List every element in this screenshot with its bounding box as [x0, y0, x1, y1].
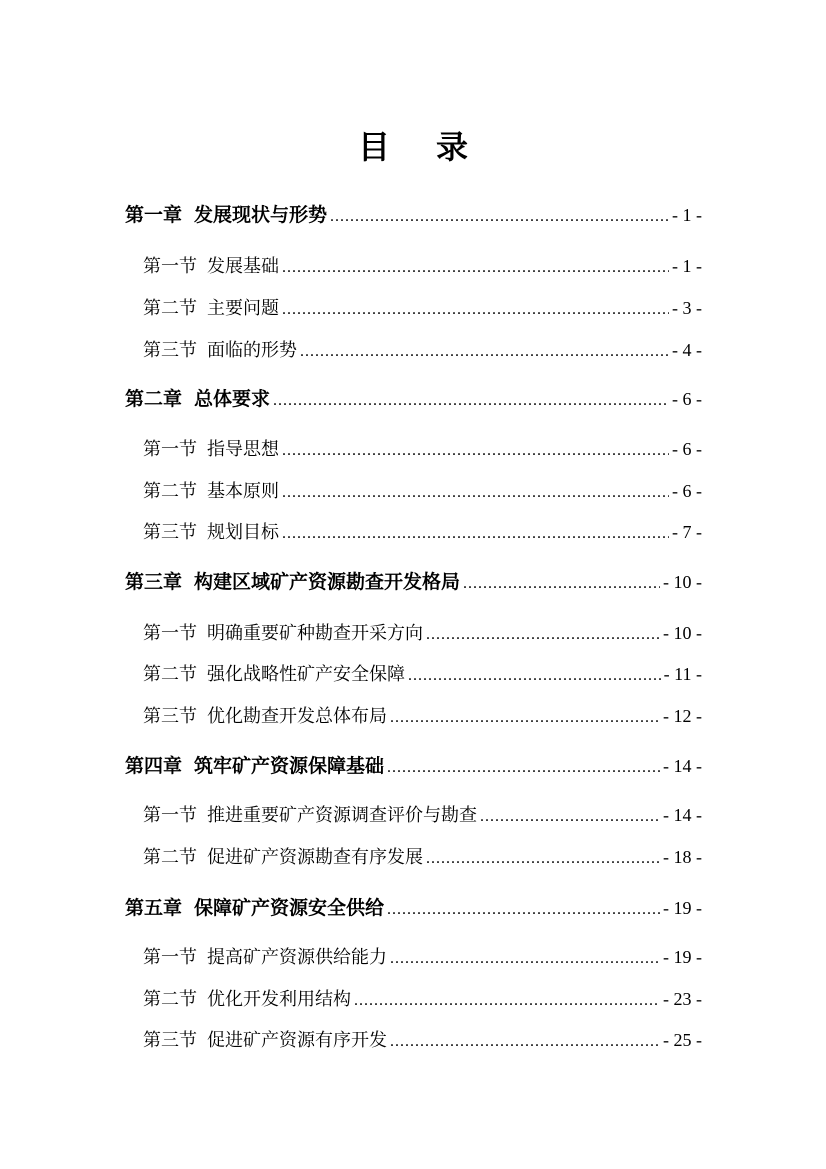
- toc-title: 明确重要矿种勘查开采方向: [207, 623, 423, 644]
- toc-title: 面临的形势: [207, 340, 297, 361]
- toc-title: 推进重要矿产资源调查评价与勘查: [207, 805, 477, 826]
- toc-label: 第一节: [143, 805, 197, 826]
- toc-label: 第一节: [143, 256, 197, 277]
- toc-section[interactable]: [143, 477, 702, 503]
- toc-label: 第三章: [125, 571, 183, 593]
- toc-chapter[interactable]: [125, 384, 702, 411]
- toc-section[interactable]: [143, 843, 702, 869]
- toc-label: 第五章: [125, 897, 183, 919]
- toc-page-number: - 1 -: [672, 205, 702, 225]
- toc-chapter[interactable]: [125, 751, 702, 778]
- toc-title: 优化勘查开发总体布局: [207, 706, 387, 727]
- toc-section[interactable]: [143, 660, 702, 686]
- toc-section[interactable]: [143, 336, 702, 362]
- toc-label: 第三节: [143, 706, 197, 727]
- toc-leader: [463, 575, 660, 593]
- toc-leader: [390, 1033, 660, 1051]
- toc-section[interactable]: [143, 1026, 702, 1052]
- toc-page-number: - 7 -: [672, 522, 702, 542]
- toc-section[interactable]: [143, 294, 702, 320]
- toc-page-number: - 14 -: [663, 756, 702, 776]
- toc-label: 第三节: [143, 522, 197, 543]
- toc-label: 第四章: [125, 755, 183, 777]
- toc-leader: [282, 301, 669, 319]
- toc-label: 第二节: [143, 298, 197, 319]
- toc-leader: [390, 950, 660, 968]
- toc-title: 主要问题: [207, 298, 279, 319]
- title-char-1: 目: [357, 128, 390, 166]
- toc-page-number: - 10 -: [663, 623, 702, 643]
- toc-page-number: - 11 -: [663, 664, 702, 684]
- toc-label: 第一章: [125, 204, 183, 226]
- toc-title: 发展基础: [207, 256, 279, 277]
- toc-label: 第三节: [143, 340, 197, 361]
- toc-section[interactable]: [143, 619, 702, 645]
- toc-label: 第一节: [143, 623, 197, 644]
- page-title: [0, 122, 826, 168]
- toc-title: 提高矿产资源供给能力: [207, 947, 387, 968]
- toc-page-number: - 3 -: [672, 298, 702, 318]
- toc-section[interactable]: [143, 985, 702, 1011]
- toc-leader: [387, 901, 660, 919]
- toc-leader: [282, 484, 669, 502]
- title-char-2: 录: [436, 128, 469, 166]
- toc-leader: [282, 259, 669, 277]
- toc-section[interactable]: [143, 252, 702, 278]
- toc-page-number: - 12 -: [663, 706, 702, 726]
- toc-leader: [273, 392, 669, 410]
- toc-page-number: - 23 -: [663, 989, 702, 1009]
- toc-page-number: - 14 -: [663, 805, 702, 825]
- toc-leader: [354, 992, 660, 1010]
- toc-page-number: - 4 -: [672, 340, 702, 360]
- toc-title: 基本原则: [207, 481, 279, 502]
- toc-page-number: - 10 -: [663, 572, 702, 592]
- toc-chapter[interactable]: [125, 567, 702, 594]
- toc-leader: [300, 343, 669, 361]
- toc-title: 促进矿产资源勘查有序发展: [207, 847, 423, 868]
- toc-page-number: - 6 -: [672, 481, 702, 501]
- toc-section[interactable]: [143, 702, 702, 728]
- toc-chapter[interactable]: [125, 200, 702, 227]
- toc-label: 第三节: [143, 1030, 197, 1051]
- toc-section[interactable]: [143, 801, 702, 827]
- toc-page-number: - 19 -: [663, 898, 702, 918]
- toc-page-number: - 6 -: [672, 439, 702, 459]
- toc-title: 构建区域矿产资源勘查开发格局: [194, 571, 461, 593]
- toc-label: 第二节: [143, 847, 197, 868]
- toc-label: 第二节: [143, 989, 197, 1010]
- toc-title: 筑牢矿产资源保障基础: [194, 755, 385, 777]
- toc-label: 第二节: [143, 664, 197, 685]
- toc-label: 第一节: [143, 439, 197, 460]
- toc-title: 促进矿产资源有序开发: [207, 1030, 387, 1051]
- toc-leader: [426, 626, 660, 644]
- toc-label: 第二章: [125, 388, 183, 410]
- toc-page-number: - 18 -: [663, 847, 702, 867]
- toc-leader: [387, 759, 660, 777]
- toc-leader: [390, 709, 660, 727]
- toc-leader: [282, 525, 669, 543]
- toc-title: 保障矿产资源安全供给: [194, 897, 385, 919]
- toc-section[interactable]: [143, 518, 702, 544]
- toc-page-number: - 19 -: [663, 947, 702, 967]
- toc-leader: [480, 808, 660, 826]
- toc-label: 第二节: [143, 481, 197, 502]
- toc-title: 总体要求: [194, 388, 271, 410]
- toc-title: 指导思想: [207, 439, 279, 460]
- toc-page-number: - 1 -: [672, 256, 702, 276]
- toc-label: 第一节: [143, 947, 197, 968]
- toc-leader: [330, 208, 669, 226]
- toc-page-number: - 25 -: [663, 1030, 702, 1050]
- toc-title: 发展现状与形势: [194, 204, 328, 226]
- toc-chapter[interactable]: [125, 893, 702, 920]
- toc-leader: [282, 442, 669, 460]
- toc-leader: [426, 850, 660, 868]
- toc-page-number: - 6 -: [672, 389, 702, 409]
- toc-section[interactable]: [143, 943, 702, 969]
- toc-leader: [408, 667, 661, 685]
- toc-title: 强化战略性矿产安全保障: [207, 664, 405, 685]
- toc-title: 优化开发利用结构: [207, 989, 351, 1010]
- toc-title: 规划目标: [207, 522, 279, 543]
- toc-section[interactable]: [143, 435, 702, 461]
